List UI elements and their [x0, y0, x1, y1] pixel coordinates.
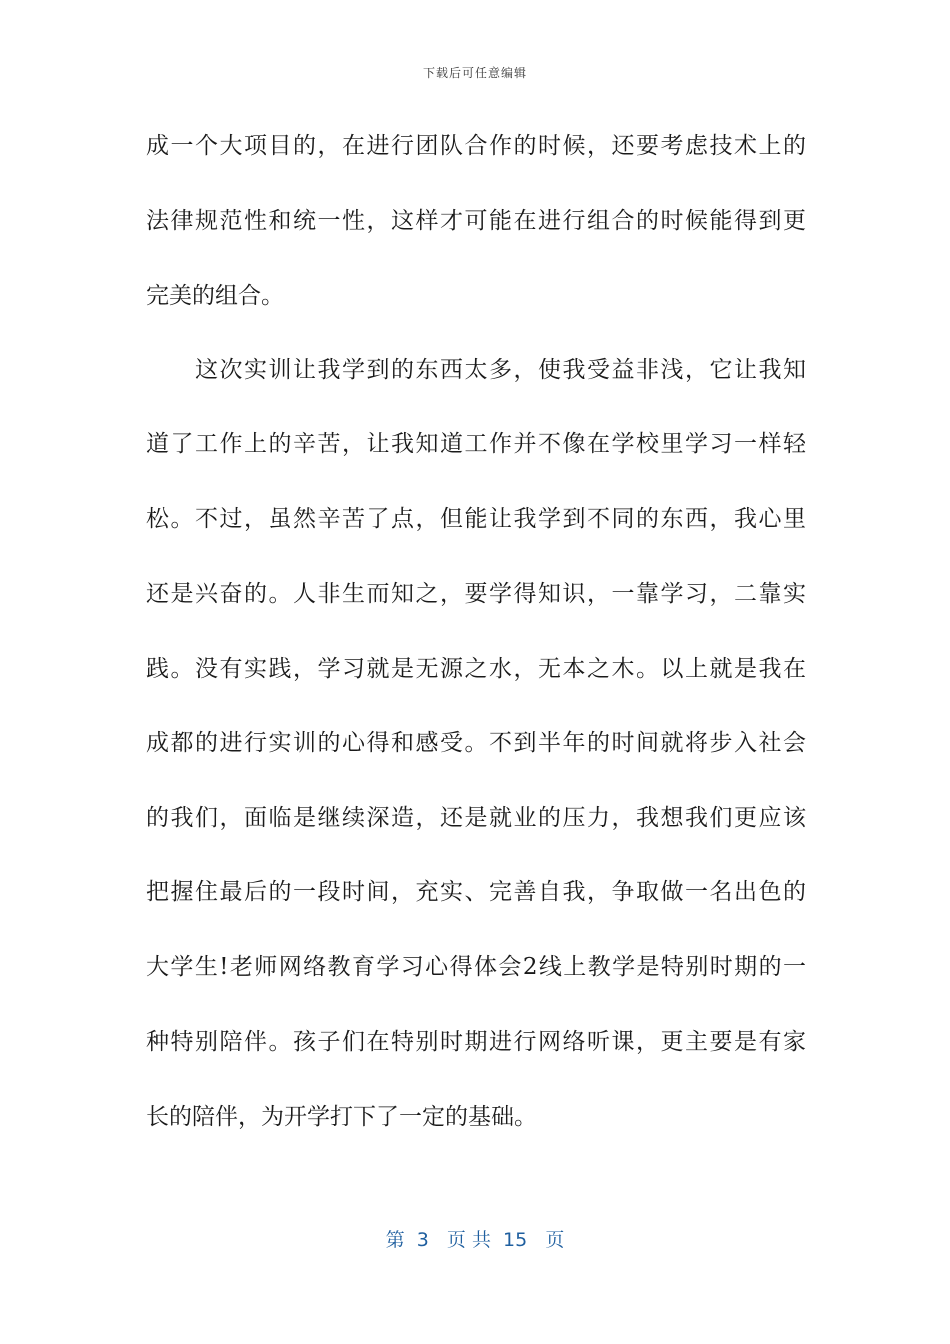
body-text-line: 成都的进行实训的心得和感受。不到半年的时间就将步入社会: [146, 730, 806, 756]
body-text-line: 这次实训让我学到的东西太多，使我受益非浅，它让我知: [146, 357, 806, 383]
body-text-line: 松。不过，虽然辛苦了点，但能让我学到不同的东西，我心里: [146, 506, 806, 532]
body-text-line: 还是兴奋的。人非生而知之，要学得知识，一靠学习，二靠实: [146, 581, 806, 607]
body-text-line: 种特别陪伴。孩子们在特别时期进行网络听课，更主要是有家: [146, 1029, 806, 1055]
page-header: 下载后可任意编辑: [422, 66, 527, 80]
page-number-footer: 第 3 页 共 15 页: [385, 1229, 565, 1251]
body-text-line: 把握住最后的一段时间，充实、完善自我，争取做一名出色的: [146, 879, 806, 905]
body-text-line: 法律规范性和统一性，这样才可能在进行组合的时候能得到更: [146, 208, 806, 234]
body-text-line: 成一个大项目的，在进行团队合作的时候，还要考虑技术上的: [146, 133, 806, 159]
body-text-line: 的我们，面临是继续深造，还是就业的压力，我想我们更应该: [146, 805, 806, 831]
body-text-line: 践。没有实践，学习就是无源之水，无本之木。以上就是我在: [146, 656, 806, 682]
body-text-line: 道了工作上的辛苦，让我知道工作并不像在学校里学习一样轻: [146, 431, 806, 457]
body-text-line: 大学生!老师网络教育学习心得体会2线上教学是特别时期的一: [146, 954, 806, 980]
body-text-line: 长的陪伴，为开学打下了一定的基础。: [146, 1104, 537, 1130]
body-text-line: 完美的组合。: [146, 283, 284, 309]
